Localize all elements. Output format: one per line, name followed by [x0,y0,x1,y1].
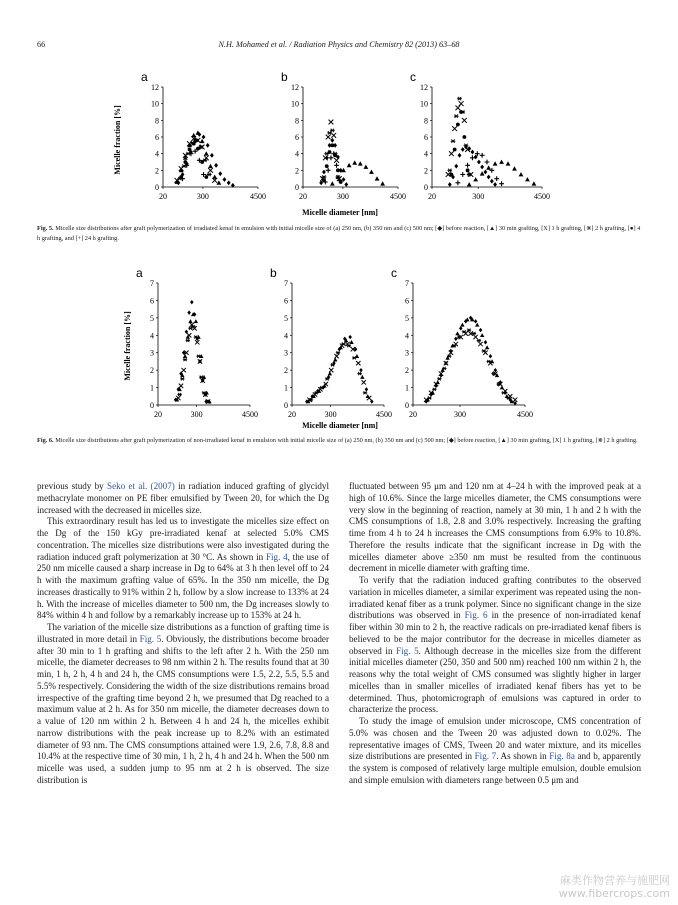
panel-label: b [270,266,277,280]
panel-a [141,70,266,201]
data-point-star [183,358,187,361]
data-point-diamond [190,300,194,304]
data-point-triangle [363,165,368,169]
data-point-x [462,118,467,123]
figure-6 [0,258,678,433]
data-point-triangle [460,323,464,327]
data-point-star [454,114,459,117]
data-point-x [208,168,213,173]
data-point-x [459,101,464,106]
data-point-diamond [484,340,488,344]
y-tick-label: 2 [284,366,288,376]
data-point-star [177,393,181,396]
data-point-star [457,97,462,100]
y-tick-label: 3 [150,348,154,358]
series-star [427,329,510,400]
data-point-circle [336,168,340,172]
data-point-triangle [188,319,192,323]
data-point-star [437,377,441,380]
panel-label: b [281,70,288,84]
x-tick-label: 20 [159,192,167,201]
series-circle [449,110,469,176]
figure-5-caption [37,224,641,244]
data-point-diamond [461,147,465,152]
data-point-plus [465,163,470,168]
paragraph [37,516,329,622]
data-point-diamond [210,153,214,158]
data-point-diamond [214,163,218,168]
data-point-triangle [330,181,335,185]
paragraph-text: , the use of 250 nm micelle caused a sharp increase in Dg to 64% at 3 h then level off to 24 h with the maximum grafting value of 65%. In the 350 nm micelle, the Dg increases drastically to 91% within 2 h, follow by a slow increase to 133% at 24 h. With the increase of micelles diameter to 500 nm, the Dg increases slowly to 84% within 4 h and follow by a remarkably increase up to 153% at 24 h. [37,551,330,621]
data-point-circle [204,175,208,179]
data-point-triangle [380,181,385,185]
y-tick-label: 1 [405,383,409,393]
watermark [559,874,670,900]
data-point-triangle [204,151,209,155]
data-point-x [329,120,334,125]
paragraph-text: . Obviously, the distributions become broader after 30 min to 1 h grafting and shifts to the left after 2 h. With the 250 nm micelle, the diameter decreases to 98 nm within 2 h. The results found that at 30 min, 1 h, 2 h, 4 h and 24 h, the CMS consumptions were 1.5, 2.2, 5.5, 5.5 and 5.5% respectively. Considering the width of the size distributions remains broad irrespective of the grafting time beyond 2 h, we presumed that Dg reached to a maximum value at 2 h. As for 350 nm micelle, the diameter decreases down to a value of 120 nm within 2 h. Between 4 h and 24 h, the micelles exhibit narrow distributions with the peak increase up to 8.2% with an estimated diameter of 93 nm. The CMS consumptions attained were 1.9, 2.6, 7.8, 8.8 and 10.4% at the respective time of 30 min, 1 h, 2 h, 4 h and 24 h. When the 500 nm micelle was used, a sudden jump to 95 nm at 2 h is observed. The size distribution is [37,633,329,785]
panel-c [410,70,550,201]
panel-a [136,266,258,419]
data-point-triangle [480,333,484,337]
data-point-circle [466,168,470,172]
data-point-x [334,158,339,163]
data-point-plus [326,168,331,173]
data-point-diamond [459,326,463,330]
x-tick-label: 4500 [534,192,550,201]
data-point-star [357,372,361,375]
data-point-x [329,368,333,372]
data-point-star [199,376,203,379]
data-point-triangle [519,172,524,176]
y-tick-label: 4 [150,331,154,341]
data-point-triangle [499,160,504,164]
y-tick-label: 12 [151,83,159,92]
x-tick-label: 300 [324,410,337,419]
x-tick-label: 20 [299,192,307,201]
paragraph [37,622,329,787]
panel-c [391,266,533,419]
series-triangle [330,160,385,185]
paragraph-text: in radiation induced grafting of glycidyl methacrylate monomer on PE fiber emulsified by Tween 20, for which the Dg increased with the decreased in micelles size. [37,481,329,515]
y-tick-label: 5 [284,313,288,323]
data-point-diamond [480,165,484,170]
data-point-diamond [487,175,491,180]
data-point-star [322,175,327,178]
data-point-star [487,360,491,363]
y-tick-label: 6 [155,133,159,142]
data-point-triangle [512,166,517,170]
y-tick-label: 8 [295,116,299,126]
data-point-x [326,135,331,140]
data-point-star [447,355,451,358]
data-point-diamond [223,177,227,182]
data-point-star [477,339,481,342]
paragraph-text: . As shown in [496,751,550,762]
data-point-star [472,332,476,335]
x-tick-label: 300 [196,192,209,201]
data-point-triangle [369,170,374,174]
figure-6-caption [37,436,641,446]
data-point-diamond [348,335,352,339]
data-point-plus [460,172,465,177]
data-point-star [462,330,466,333]
paragraph-text: To study the image of emulsion under microscope, CMS concentration of 5.0% was chosen and the Tween 20 was adjusted down to 0.02%. The representative images of CMS, Tween 20 and water mixture, and its micelles size distributions are presented in [349,716,641,762]
data-point-plus [470,155,475,160]
data-point-circle [196,147,200,151]
y-tick-label: 7 [284,279,288,288]
y-tick-label: 3 [284,348,288,358]
data-point-triangle [467,182,472,186]
data-point-x [473,335,477,339]
paragraph-text: The variation of the micelle size distributions as a function of grafting time is illustrated in more detail in [37,622,329,644]
y-tick-label: 12 [420,83,428,92]
paragraph [37,481,329,516]
data-point-star [501,391,505,394]
data-point-star [196,355,200,358]
y-tick-label: 1 [284,383,288,393]
data-point-plus [494,176,499,181]
data-point-x [449,151,454,156]
reference-link[interactable]: Fig. 8a [549,751,575,762]
watermark-line-1: 麻类作物营养与施肥网 [560,874,670,887]
data-point-diamond [471,150,475,155]
series-star [177,325,208,403]
data-point-plus [480,153,485,158]
data-point-diamond [187,310,191,314]
data-point-triangle [360,375,364,379]
y-tick-label: 7 [150,279,154,288]
y-tick-label: 10 [151,99,159,109]
data-point-diamond [483,170,487,175]
figure-5 [0,0,678,222]
x-tick-label: 20 [428,192,436,201]
data-point-star [330,129,335,132]
data-point-star [325,377,329,380]
data-point-circle [456,123,460,127]
data-point-diamond [477,160,481,165]
data-point-star [442,367,446,370]
y-tick-label: 2 [295,166,299,176]
y-tick-label: 4 [295,149,299,159]
data-point-star [447,169,452,172]
data-point-star [432,388,436,391]
reference-link[interactable]: Fig. 4 [265,551,288,562]
data-point-diamond [218,171,222,176]
reference-link[interactable]: Seko et al. (2007) [107,481,175,491]
data-point-plus [329,155,334,160]
data-point-diamond [330,138,334,143]
figure-6-caption-text: Micelle size distributions after graft polymerization of non-irradiated kenaf in emulsion with initial micelle size of (a) 250 nm, (b) 350 nm and (c) 500 nm; [◆] before reaction, [▲] 30 min grafting, [X] 1 h grafting, [⋇] 2 h grafting. [55,437,638,444]
journal-citation: N.H. Mohamed et al. / Radiation Physics and Chemistry 82 (2013) 63–68 [218,40,460,49]
y-tick-label: 7 [405,279,409,288]
reference-link[interactable]: Fig. 5 [139,633,162,644]
paragraph-text: . Although decrease in the micelles size from the different initial micelles diameter (250, 350 and 500 nm) reached 100 nm within 2 h, the reasons why the total weight of CMS consumed was slightly higher in larger micelles than in smaller micelles of irradiated kenaf fibers has yet to be determined. Thus, photomicrograph of emulsions was captured in order to characterize the process. [349,645,641,715]
x-tick-label: 300 [472,192,485,201]
figure-6-chart [0,258,678,433]
y-tick-label: 4 [284,331,288,341]
data-point-triangle [194,319,198,323]
data-point-circle [453,148,457,152]
data-point-diamond [202,135,206,140]
y-tick-label: 6 [405,296,409,306]
panel-label: a [136,266,143,280]
x-tick-label: 20 [288,410,296,419]
data-point-star [451,139,456,142]
data-point-star [427,396,431,399]
paragraph [349,481,641,575]
data-point-diamond [494,368,498,372]
y-tick-label: 5 [150,313,154,323]
data-point-triangle [349,340,353,344]
x-tick-label: 300 [190,410,203,419]
x-tick-label: 4500 [242,410,258,419]
data-point-star [506,396,510,399]
page-number: 66 [37,40,46,49]
y-tick-label: 4 [424,149,428,159]
reference-link[interactable]: Fig. 5 [396,645,419,656]
panel-label: a [141,70,148,84]
data-point-triangle [506,161,511,165]
data-point-circle [192,142,196,146]
panel-label: c [391,266,397,280]
data-point-x [356,361,360,365]
y-tick-label: 0 [295,183,299,192]
data-point-diamond [206,143,210,148]
y-tick-label: 0 [424,183,428,192]
data-point-circle [462,135,466,139]
data-point-diamond [448,182,452,187]
data-point-diamond [458,153,462,158]
data-point-plus [485,160,490,165]
data-point-diamond [359,368,363,372]
x-tick-label: 4500 [517,410,533,419]
data-point-triangle [525,177,530,181]
watermark-line-2: www.fibercrops.com [558,887,670,900]
data-point-circle [459,110,463,114]
data-point-diamond [493,182,497,187]
series-plus [455,151,503,186]
data-point-star [336,351,340,354]
data-point-x [455,105,460,110]
y-tick-label: 6 [424,133,428,142]
data-point-triangle [375,176,380,180]
data-point-diamond [490,179,494,184]
y-tick-label: 2 [155,166,159,176]
y-tick-label: 0 [150,401,154,410]
y-tick-label: 2 [150,366,154,376]
y-axis-title: Micelle fraction [%] [113,105,122,175]
y-tick-label: 10 [291,99,299,109]
data-point-diamond [365,387,369,391]
data-point-x [452,126,457,131]
data-point-star [482,349,486,352]
data-point-star [363,391,367,394]
y-tick-label: 0 [284,401,288,410]
y-tick-label: 2 [405,366,409,376]
data-point-x [331,133,336,138]
data-point-triangle [486,165,491,169]
data-point-circle [188,148,192,152]
paragraph-text: fluctuated between 95 μm and 120 nm at 4–24 h with the improved peak at a high of 10.6%. Since the large micelles diameter, the CMS consumptions were very slow in the beginning of reaction, namely at 30 min, 1 h and 2 h with the CMS consumptions of 1.8, 2.8 and 3.0% respectively. Increasing the grafting time from 4 h to 24 h increases the CMS consumptions from 6.9% to 10.8%. Therefore the results indicate that the significant increase in Dg with the micelles diameter above ≥350 nm must be resulted from the continuous decrement in micelle diameter with grafting time. [349,481,641,574]
paragraph [349,575,641,716]
y-tick-label: 10 [420,99,428,109]
data-point-star [467,329,471,332]
data-point-diamond [479,328,483,332]
data-point-star [194,335,198,338]
data-point-star [352,356,356,359]
data-point-diamond [489,354,493,358]
y-tick-label: 5 [405,313,409,323]
data-point-triangle [358,161,363,165]
y-tick-label: 4 [155,149,159,159]
y-tick-label: 2 [424,166,428,176]
data-point-triangle [485,345,489,349]
data-point-star [180,377,184,380]
paragraph-text: and b, apparently the system is composed of relatively large multiple emulsion, double emulsion and simple emulsion with diameters range between 0.5 μm and [349,751,641,785]
x-axis-title: Micelle diameter [nm] [302,421,378,430]
data-point-triangle [352,160,357,164]
data-point-triangle [532,181,537,185]
panel-b [281,70,406,201]
y-tick-label: 3 [405,348,409,358]
panel-b [270,266,392,419]
data-point-star [330,363,334,366]
data-point-plus [334,163,339,168]
y-tick-label: 8 [155,116,159,126]
data-point-x [182,368,186,372]
data-point-x [179,384,183,388]
data-point-circle [325,164,329,168]
reference-link[interactable]: Fig. 6 [464,610,488,621]
series-star [309,342,368,401]
paragraph-text: To verify that the radiation induced grafting contributes to the observed variation in micelles diameter, a similar experiment was repeated using the non-irradiated kenaf fiber as a trunk polymer. Since no significant change in the size distributions was observed in [349,575,641,621]
panel-label: c [410,70,416,84]
body-column-left [37,481,329,787]
x-axis-title: Micelle diameter [nm] [302,208,378,217]
data-point-circle [328,150,332,154]
y-tick-label: 0 [405,401,409,410]
paragraph [349,716,641,787]
data-point-circle [330,143,334,147]
paragraph-text: This extraordinary result has led us to investigate the micelles size effect on the Dg of the 150 kGy pre-irradiated kenaf at selected 5.0% CMS concentration. The micelles size distributions were also investigated during the radiation induced graft polymerization at 30 °C. As shown in [37,516,329,562]
figure-5-chart [0,0,678,222]
x-tick-label: 300 [336,192,349,201]
paragraph-text: previous study by [37,481,108,491]
y-tick-label: 1 [150,383,154,393]
figure-6-label: Fig. 6. [37,437,54,444]
data-point-x [334,354,338,358]
data-point-plus [499,181,504,186]
y-tick-label: 12 [291,83,299,92]
data-point-star [186,339,190,342]
data-point-x [362,380,366,384]
figure-5-label: Fig. 5. [37,225,54,232]
y-axis-title: Micelle fraction [%] [123,311,132,381]
x-tick-label: 4500 [376,410,392,419]
y-tick-label: 6 [295,133,299,142]
y-tick-label: 6 [284,296,288,306]
data-point-triangle [347,163,352,167]
body-column-right [349,481,641,787]
y-tick-label: 4 [405,331,409,341]
data-point-diamond [344,182,348,187]
data-point-triangle [493,161,498,165]
data-point-plus [455,180,460,185]
data-point-x [478,342,482,346]
x-tick-label: 4500 [250,192,266,201]
data-point-triangle [208,164,213,168]
data-point-triangle [473,177,478,181]
data-point-diamond [454,164,458,169]
x-tick-label: 20 [409,410,417,419]
data-point-diamond [322,170,326,175]
y-tick-label: 0 [155,183,159,192]
x-tick-label: 20 [154,410,162,419]
figure-5-caption-text: Micelle size distributions after graft polymerization of irradiated kenaf in emulsion with initial micelle size of (a) 250 nm, (b) 350 nm and (c) 500 nm; [◆] before reaction, [▲] 30 min grafting, [X] 1 h grafting, [⋇] 2 h grafting, [●] 4 h grafting, and [+] 24 h grafting. [37,225,641,242]
x-tick-label: 300 [454,410,467,419]
data-point-diamond [227,180,231,185]
y-tick-label: 8 [424,116,428,126]
reference-link[interactable]: Fig. 7 [474,751,497,762]
series-x [424,331,517,402]
y-tick-label: 6 [150,296,154,306]
x-tick-label: 4500 [390,192,406,201]
data-point-circle [449,173,453,177]
paragraph-text: in the presence of non-irradiated kenaf fiber within 30 min to 2 h, the reactive radicals on pre-irradiated kenaf fibers is believed to be the major contributor for the decrease in micelles diameter as observed in [349,610,641,656]
